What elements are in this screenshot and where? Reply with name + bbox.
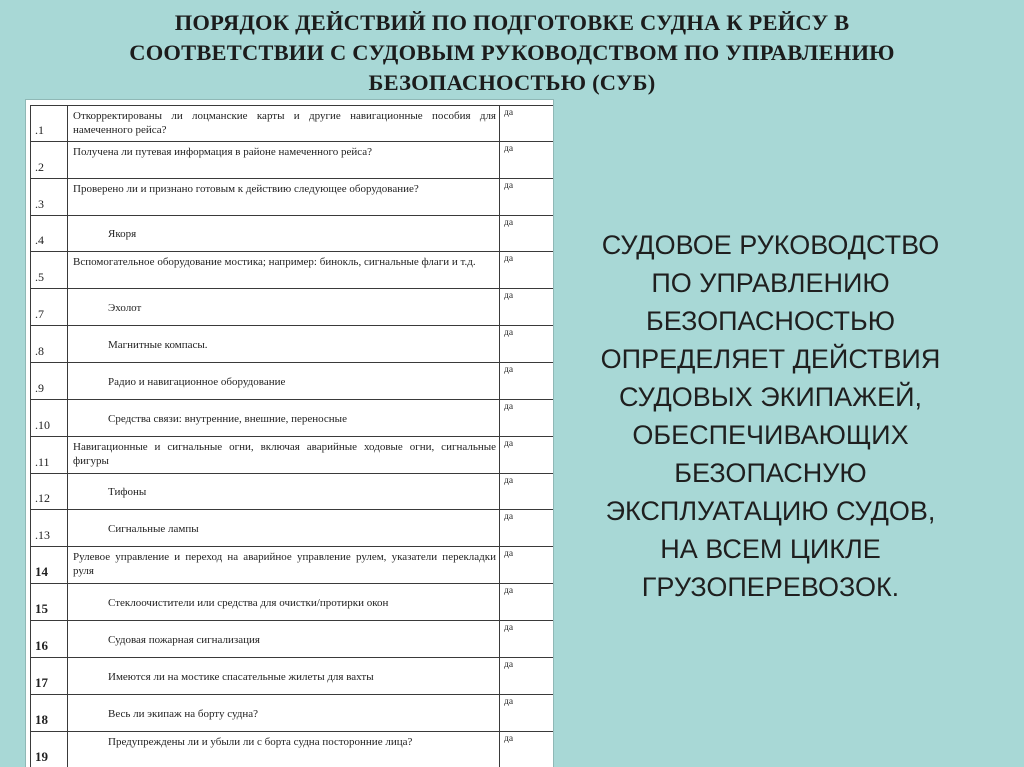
row-number: 14 [31, 547, 68, 584]
row-number: .10 [31, 400, 68, 437]
statement-line: СУДОВЫХ ЭКИПАЖЕЙ, [618, 382, 923, 412]
row-number: 15 [31, 584, 68, 621]
row-number: .2 [31, 142, 68, 179]
statement-line: СУДОВОЕ РУКОВОДСТВО [601, 230, 940, 260]
row-number: 18 [31, 695, 68, 732]
row-text: Радио и навигационное оборудование [68, 363, 500, 400]
row-answer: да [500, 510, 554, 547]
checklist-row [31, 474, 554, 510]
row-answer: да [500, 621, 554, 658]
title-line-3: БЕЗОПАСНОСТЬЮ (СУБ) [368, 70, 656, 95]
row-text: Получена ли путевая информация в районе намеченного рейса? [68, 142, 500, 179]
checklist-row [31, 621, 554, 658]
checklist-row [31, 363, 554, 400]
row-answer: да [500, 289, 554, 326]
row-text: Вспомогательное оборудование мостика; например: бинокль, сигнальные флаги и т.д. [68, 252, 500, 289]
row-number: .7 [31, 289, 68, 326]
row-answer: да [500, 142, 554, 179]
row-text: Рулевое управление и переход на аварийное управление рулем, указатели перекладки руля [68, 547, 500, 584]
row-text: Стеклоочистители или средства для очистки/протирки окон [68, 584, 500, 621]
row-text: Якоря [68, 216, 500, 252]
checklist-row [31, 400, 554, 437]
row-number: .5 [31, 252, 68, 289]
row-text: Навигационные и сигнальные огни, включая аварийные ходовые огни, сигнальные фигуры [68, 437, 500, 474]
checklist-row [31, 658, 554, 695]
checklist-row [31, 510, 554, 547]
row-number: .1 [31, 106, 68, 142]
checklist-row [31, 216, 554, 252]
row-number: .9 [31, 363, 68, 400]
row-answer: да [500, 106, 554, 142]
row-text: Магнитные компасы. [68, 326, 500, 363]
row-text: Предупреждены ли и убыли ли с борта судна посторонние лица? [68, 732, 500, 767]
row-text: Проверено ли и признано готовым к действию следующее оборудование? [68, 179, 500, 216]
checklist-sheet [26, 100, 553, 767]
row-number: 16 [31, 621, 68, 658]
checklist-row [31, 547, 554, 584]
checklist-row [31, 584, 554, 621]
checklist-row [31, 326, 554, 363]
row-number: .8 [31, 326, 68, 363]
row-answer: да [500, 326, 554, 363]
statement-line: ПО УПРАВЛЕНИЮ [651, 268, 890, 298]
checklist-row [31, 142, 554, 179]
row-text: Сигнальные лампы [68, 510, 500, 547]
title-line-1: ПОРЯДОК ДЕЙСТВИЙ ПО ПОДГОТОВКЕ СУДНА К РЕЙСУ В [174, 10, 850, 35]
row-answer: да [500, 547, 554, 584]
row-answer: да [500, 437, 554, 474]
row-answer: да [500, 179, 554, 216]
statement-line: ОПРЕДЕЛЯЕТ ДЕЙСТВИЯ [600, 344, 941, 374]
row-answer: да [500, 216, 554, 252]
statement-line: НА ВСЕМ ЦИКЛЕ [660, 534, 881, 564]
row-text: Откорректированы ли лоцманские карты и другие навигационные пособия для намеченного рейса? [68, 106, 500, 142]
row-answer: да [500, 252, 554, 289]
checklist-row [31, 252, 554, 289]
checklist-row [31, 289, 554, 326]
row-text: Эхолот [68, 289, 500, 326]
row-answer: да [500, 695, 554, 732]
title-line-2: СООТВЕТСТВИИ С СУДОВЫМ РУКОВОДСТВОМ ПО УПРАВЛЕНИЮ [129, 40, 895, 65]
row-number: .4 [31, 216, 68, 252]
row-text: Тифоны [68, 474, 500, 510]
row-number: .13 [31, 510, 68, 547]
checklist-row [31, 437, 554, 474]
row-answer: да [500, 363, 554, 400]
statement-line: ОБЕСПЕЧИВАЮЩИХ [632, 420, 909, 450]
row-answer: да [500, 658, 554, 695]
row-number: .12 [31, 474, 68, 510]
checklist-table [30, 105, 553, 767]
row-number: 19 [31, 732, 68, 767]
checklist-row [31, 106, 554, 142]
statement-line: БЕЗОПАСНОСТЬЮ [645, 306, 896, 336]
statement-line: БЕЗОПАСНУЮ [674, 458, 867, 488]
statement-line: ЭКСПЛУАТАЦИЮ СУДОВ, [605, 496, 936, 526]
row-number: .3 [31, 179, 68, 216]
row-answer: да [500, 474, 554, 510]
checklist-row [31, 695, 554, 732]
row-number: 17 [31, 658, 68, 695]
row-text: Средства связи: внутренние, внешние, переносные [68, 400, 500, 437]
row-answer: да [500, 584, 554, 621]
checklist-row [31, 732, 554, 767]
safety-management-statement [558, 226, 983, 606]
row-text: Весь ли экипаж на борту судна? [68, 695, 500, 732]
row-answer: да [500, 400, 554, 437]
checklist-row [31, 179, 554, 216]
row-text: Имеются ли на мостике спасательные жилеты для вахты [68, 658, 500, 695]
row-answer: да [500, 732, 554, 767]
row-text: Судовая пожарная сигнализация [68, 621, 500, 658]
row-number: .11 [31, 437, 68, 474]
statement-line: ГРУЗОПЕРЕВОЗОК. [641, 572, 900, 602]
slide-title [40, 8, 984, 98]
